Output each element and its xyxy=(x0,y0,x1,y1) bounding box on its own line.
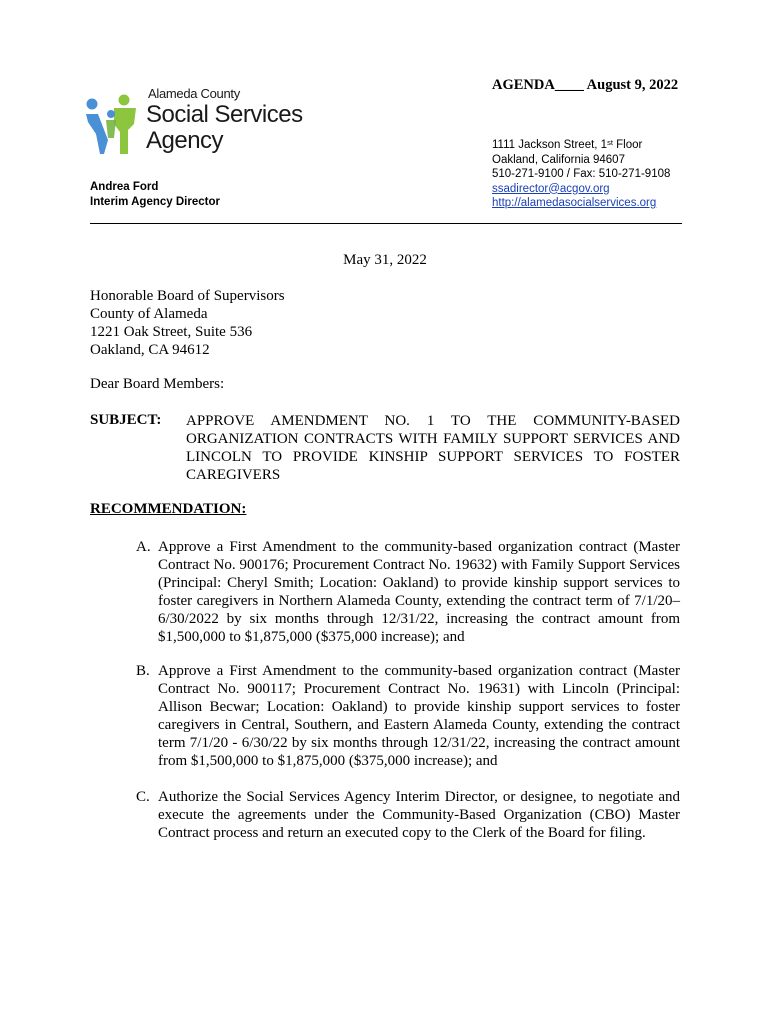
recommendation-item xyxy=(136,788,680,842)
email-link[interactable]: ssadirector@acgov.org xyxy=(492,182,610,195)
recommendation-item xyxy=(136,538,680,646)
director-title: Interim Agency Director xyxy=(90,196,220,208)
item-text: Approve a First Amendment to the community-based organization contract (Master Contract No. 900176; Procurement Contract No. 19632) with Family Support Services (Principal: Cheryl Smith; Location: Oakland) to provide kinship support services to foster caregivers in Northern Alameda County, extending the contract term of 7/1/20–6/30/2022 by six months through 12/31/22, increasing the contract amount from $1,500,000 to $1,875,000 ($375,000 increase); and xyxy=(158,539,680,645)
address-city: Oakland, California 94607 xyxy=(492,153,625,166)
recipient-address xyxy=(90,287,285,359)
address-street: 1111 Jackson Street, 1st Floor xyxy=(492,138,643,151)
address-phone: 510-271-9100 / Fax: 510-271-9108 xyxy=(492,168,671,180)
recommendation-heading: RECOMMENDATION: xyxy=(90,501,247,517)
recipient-line: 1221 Oak Street, Suite 536 xyxy=(90,324,253,340)
website-link[interactable]: http://alamedasocialservices.org xyxy=(492,197,657,209)
subject-text: APPROVE AMENDMENT NO. 1 TO THE COMMUNITY-BASED ORGANIZATION CONTRACTS WITH FAMILY SUPPORT SERVICES AND LINCOLN TO PROVIDE KINSHIP SUPPORT SERVICES TO FOSTER CAREGIVERS xyxy=(186,413,680,483)
logo-agency-line2: Agency xyxy=(146,127,224,154)
item-letter: C. xyxy=(136,789,150,805)
agency-address xyxy=(492,138,670,211)
director-name: Andrea Ford xyxy=(90,181,159,193)
item-letter: A. xyxy=(136,539,151,555)
logo-county: Alameda County xyxy=(148,86,240,101)
recipient-line: Oakland, CA 94612 xyxy=(90,342,210,358)
recommendation-item xyxy=(136,662,680,770)
letter-date: May 31, 2022 xyxy=(343,252,427,268)
family-figure-icon xyxy=(84,94,140,156)
recipient-line: County of Alameda xyxy=(90,306,208,322)
item-text: Authorize the Social Services Agency Interim Director, or designee, to negotiate and execute the agreements under the Community-Based Organization (CBO) Master Contract process and return an executed copy to the Clerk of the Board for filing. xyxy=(158,789,680,841)
agenda-line: AGENDA____ August 9, 2022 xyxy=(492,77,679,93)
logo-agency-line1: Social Services xyxy=(146,101,303,128)
logo-agency-name xyxy=(146,102,303,154)
salutation: Dear Board Members: xyxy=(90,376,225,392)
director-block xyxy=(90,180,220,210)
subject-label: SUBJECT: xyxy=(90,412,162,428)
item-letter: B. xyxy=(136,663,150,679)
agency-logo xyxy=(84,86,304,158)
recipient-line: Honorable Board of Supervisors xyxy=(90,288,285,304)
header-divider xyxy=(90,223,682,224)
item-text: Approve a First Amendment to the community-based organization contract (Master Contract No. 900117; Procurement Contract No. 19631) with Lincoln (Principal: Allison Becwar; Location: Oakland) to provide kinship support services to foster caregivers in Central, Southern, and Eastern Alameda County, extending the contract term 7/1/20 - 6/30/22 by six months through 12/31/22, increasing the contract amount from $1,500,000 to $1,875,000 ($375,000 increase); and xyxy=(158,663,680,769)
